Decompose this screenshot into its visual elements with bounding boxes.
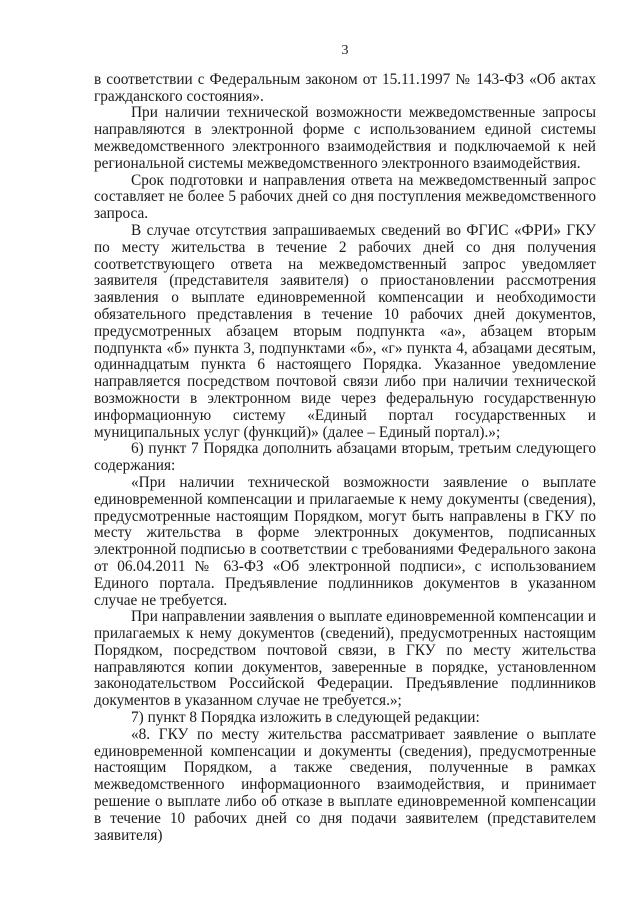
paragraph: «8. ГКУ по месту жительства рассматривает заявление о выплате единовременной компенсации и документы (сведения), предусмотренные настоящим Порядком, а также сведения, полученные в рамках межведомственного информационного взаимодействия, и принимает решение о выплате либо об отказе в выплате единовременной компенсации в течение 10 рабочих дней со дня подачи заявителем (представителем заявителя) — [94, 725, 596, 844]
page-number: 3 — [341, 43, 349, 58]
document-body — [94, 72, 596, 845]
paragraph: 7) пункт 8 Порядка изложить в следующей редакции: — [131, 709, 480, 727]
paragraph: При наличии технической возможности межведомственные запросы направляются в электронной форме с использованием единой системы межведомственного электронного взаимодействия и подключаемой к ней региональной системы межведомственного электронного взаимодействия. — [94, 104, 596, 172]
paragraph: Срок подготовки и направления ответа на межведомственный запрос составляет не более 5 рабочих дней со дня поступления межведомственного запроса. — [94, 171, 596, 223]
paragraph: 6) пункт 7 Порядка дополнить абзацами вторым, третьим следующего содержания: — [94, 440, 596, 475]
paragraph: в соответствии с Федеральным законом от 15.11.1997 № 143-ФЗ «Об актах гражданского состояния». — [94, 70, 596, 105]
paragraph: В случае отсутствия запрашиваемых сведений во ФГИС «ФРИ» ГКУ по месту жительства в течение 2 рабочих дней со дня получения соответствующего ответа на межведомственный запрос уведомляет заявителя (представителя заявителя) о приостановлении рассмотрения заявления о выплате единовременной компенсации и необходимости обязательного представления в течение 10 рабочих дней документов, предусмотренных абзацем вторым подпункта «а», абзацем вторым подпункта «б» пункта 3, подпунктами «б», «г» пункта 4, абзацами десятым, одиннадцатым пункта 6 настоящего Порядка. Указанное уведомление направляется посредством почтовой связи либо при наличии технической возможности в электронном виде через федеральную государственную информационную систему «Единый портал государственных и муниципальных услуг (функций)» (далее – Единый портал).»; — [94, 221, 596, 441]
paragraph: «При наличии технической возможности заявление о выплате единовременной компенсации и прилагаемые к нему документы (сведения), предусмотренные настоящим Порядком, могут быть направлены в ГКУ по месту жительства в форме электронных документов, подписанных электронной подписью в соответствии с требованиями Федерального закона от 06.04.2011 № 63-ФЗ «Об электронной подписи», с использованием Единого портала. Предъявление подлинников документов в указанном случае не требуется. — [94, 473, 596, 609]
paragraph: При направлении заявления о выплате единовременной компенсации и прилагаемых к нему документов (сведений), предусмотренных настоящим Порядком, посредством почтовой связи, в ГКУ по месту жительства направляются копии документов, заверенные в порядке, установленном законодательством Российской Федерации. Предъявление подлинников документов в указанном случае не требуется.»; — [94, 608, 596, 710]
